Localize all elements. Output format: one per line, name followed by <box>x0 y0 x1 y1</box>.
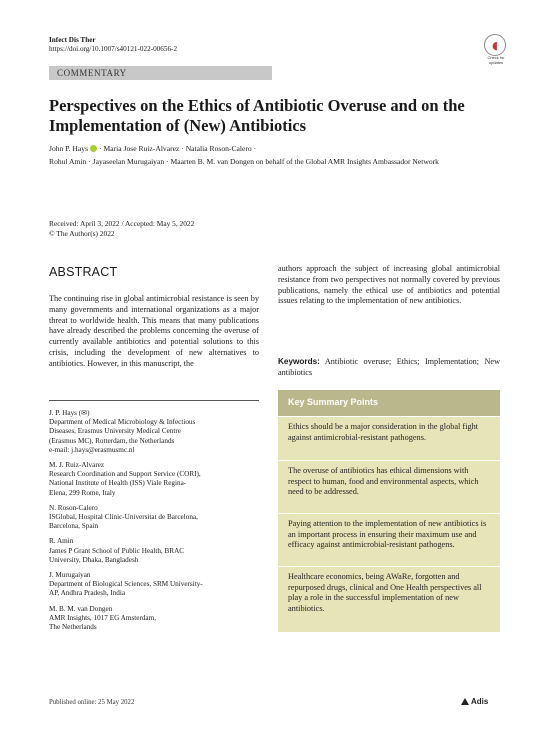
key-summary-point: The overuse of antibiotics has ethical dimensions with respect to human, food and environmental aspects, which need to be addressed. <box>278 460 500 513</box>
received-accepted: Received: April 3, 2022 / Accepted: May 5, 2022 <box>49 219 195 228</box>
adis-logo-icon <box>461 698 469 705</box>
affiliation-name: M. J. Ruiz-Alvarez <box>49 461 105 470</box>
affiliation-line: The Netherlands <box>49 623 97 632</box>
key-summary-point: Paying attention to the implementation of new antibiotics is an important process in ensuring their maximum use and efficacy against antimicrobial-resistant pathogens. <box>278 513 500 566</box>
affiliation-divider <box>49 400 259 401</box>
key-summary-header <box>278 390 500 416</box>
article-dates <box>49 219 194 238</box>
keywords <box>278 357 500 379</box>
copyright: © The Author(s) 2022 <box>49 228 115 238</box>
journal-name: Infect Dis Ther <box>49 36 96 44</box>
crossmark-badge[interactable] <box>483 34 509 64</box>
abstract-heading: ABSTRACT <box>49 265 118 279</box>
affiliation-line: (Erasmus MC), Rotterdam, the Netherlands <box>49 436 175 445</box>
abstract-text-left: The continuing rise in global antimicrobial resistance is seen by many governments and international organizations as a major threat to worldwide health. This means that many publications have already described the problems concerning the overuse of currently available antibiotics and potential solutions to this crisis, including the development of new alternatives to antibiotics. However, in this manuscript, the <box>49 294 259 368</box>
affiliation-murugaiyan <box>49 571 264 599</box>
crossmark-icon: ◖ <box>484 34 506 56</box>
affiliation-hays <box>49 409 264 455</box>
author-first[interactable]: John P. Hays <box>49 144 89 153</box>
affiliation-line: James P Grant School of Public Health, BRAC <box>49 546 185 555</box>
affiliation-line: Diseases, Erasmus University Medical Centre <box>49 427 181 436</box>
affiliation-amin <box>49 537 264 565</box>
orcid-icon[interactable] <box>90 145 97 152</box>
affiliation-line: University, Dhaka, Bangladesh <box>49 555 139 564</box>
affiliation-line: National Institute of Health (ISS) Viale Regina- <box>49 479 187 488</box>
affiliation-name: M. B. M. van Dongen <box>49 604 113 613</box>
affiliation-line: Department of Medical Microbiology & Infectious <box>49 418 196 427</box>
crossmark-label: Check for updates <box>487 55 505 65</box>
publisher-name: Adis <box>471 697 489 706</box>
key-summary-box <box>278 390 500 632</box>
affiliation-name: J. P. Hays (✉) <box>49 409 90 417</box>
doi-link[interactable]: https://doi.org/10.1007/s40121-022-00656-2 <box>49 45 178 53</box>
publisher-logo <box>461 697 488 706</box>
key-summary-point: Ethics should be a major consideration in the global fight against antimicrobial-resistant pathogens. <box>278 416 500 460</box>
email-link[interactable]: e-mail: j.hays@erasmusmc.nl <box>49 445 135 454</box>
affiliation-line: AP, Andhra Pradesh, India <box>49 589 126 598</box>
key-summary-point: Healthcare economics, being AWaRe, forgotten and repurposed drugs, clinical and One Health perspectives all play a role in the successful implementation of new antibiotics. <box>278 566 500 632</box>
affiliation-line: ISGlobal, Hospital Clínic-Universitat de Barcelona, <box>49 513 198 522</box>
authors-line-1: · Maria Jose Ruiz-Alvarez · Natalia Roson-Calero · <box>99 144 257 153</box>
keywords-label: Keywords: <box>278 357 320 366</box>
affiliation-line: Research Coordination and Support Service (CORI), <box>49 470 201 479</box>
author-list <box>49 142 509 168</box>
article-title: Perspectives on the Ethics of Antibiotic Overuse and on the Implementation of (New) Antibiotics <box>49 96 465 135</box>
affiliation-roson-calero <box>49 504 264 532</box>
authors-line-2: Rohul Amin · Jayaseelan Murugaiyan · Maarten B. M. van Dongen on behalf of the Global AMR Insights Ambassador Network <box>49 157 439 166</box>
affiliation-name: N. Roson-Calero <box>49 503 98 512</box>
affiliation-line: Barcelona, Spain <box>49 522 99 531</box>
affiliation-line: Department of Biological Sciences, SRM University- <box>49 580 203 589</box>
affiliation-name: R. Amin <box>49 537 74 546</box>
affiliation-van-dongen <box>49 605 264 633</box>
affiliations <box>49 409 264 638</box>
keywords-text: Antibiotic overuse; Ethics; Implementation; New antibiotics <box>278 357 500 377</box>
article-type-banner <box>49 66 272 80</box>
affiliation-name: J. Murugaiyan <box>49 571 91 580</box>
affiliation-line: AMR Insights, 1017 EG Amsterdam, <box>49 613 157 622</box>
abstract-text-right: authors approach the subject of increasing global antimicrobial resistance from two perspectives not normally covered by previous publications, namely the ethical use of antibiotics and potential issues relating to the implementation of new antibiotics. <box>278 264 500 306</box>
affiliation-ruiz-alvarez <box>49 461 264 498</box>
key-summary-heading: Key Summary Points <box>288 397 379 407</box>
affiliation-line: Elena, 299 Rome, Italy <box>49 488 116 497</box>
published-date: Published online: 25 May 2022 <box>49 699 135 706</box>
article-type: COMMENTARY <box>57 68 127 78</box>
